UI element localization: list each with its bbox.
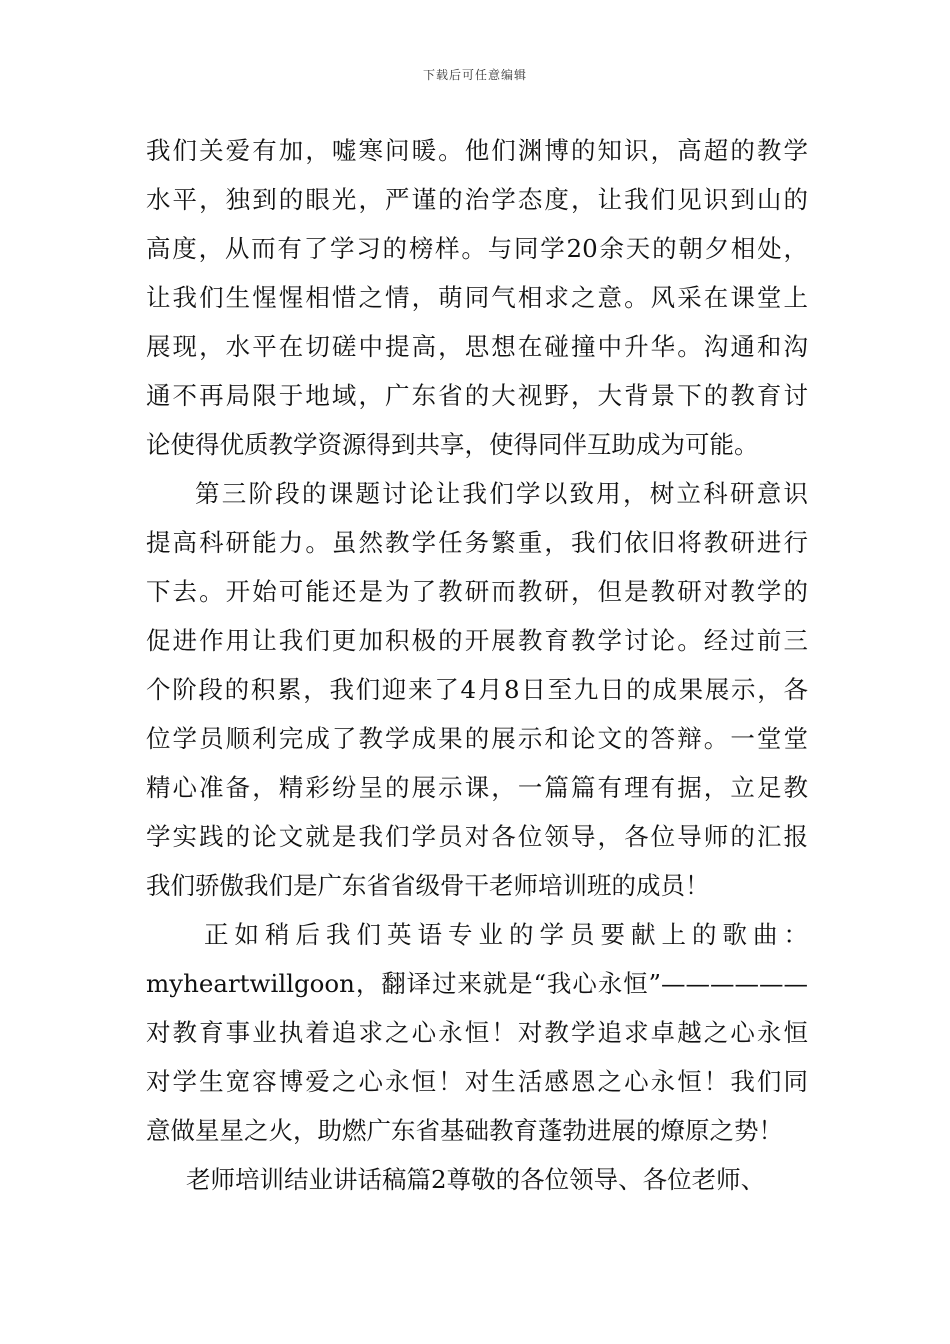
paragraph-4 [146, 1155, 808, 1204]
page-header: 下载后可任意编辑 [422, 68, 527, 82]
text-line: 下去。开始可能还是为了教研而教研，但是教研对教学的 [146, 577, 808, 606]
text-line: 我们骄傲我们是广东省省级骨干老师培训班的成员！ [146, 871, 710, 900]
text-line: 正如稍后我们英语专业的学员要献上的歌曲： [204, 920, 808, 949]
text-line: 高度，从而有了学习的榜样。与同学20余天的朝夕相处， [146, 234, 808, 263]
paragraph-1 [146, 126, 808, 469]
text-line: 通不再局限于地域，广东省的大视野，大背景下的教育讨 [146, 381, 808, 410]
text-line: 精心准备，精彩纷呈的展示课，一篇篇有理有据，立足教 [146, 773, 808, 802]
text-line: 提高科研能力。虽然教学任务繁重，我们依旧将教研进行 [146, 528, 808, 557]
text-line: 我们关爱有加，嘘寒问暖。他们渊博的知识，高超的教学 [146, 136, 808, 165]
text-line: 让我们生惺惺相惜之情，萌同气相求之意。风采在课堂上 [146, 283, 808, 312]
text-line: 论使得优质教学资源得到共享，使得同伴互助成为可能。 [146, 430, 759, 459]
text-line: 学实践的论文就是我们学员对各位领导，各位导师的汇报 [146, 822, 808, 851]
text-line: 第三阶段的课题讨论让我们学以致用，树立科研意识 [195, 479, 808, 508]
text-line: 位学员顺利完成了教学成果的展示和论文的答辩。一堂堂 [146, 724, 808, 753]
text-line: 个阶段的积累，我们迎来了4月8日至九日的成果展示，各 [146, 675, 808, 704]
paragraph-2 [146, 469, 808, 910]
document-body [146, 126, 808, 1204]
text-line: 水平，独到的眼光，严谨的治学态度，让我们见识到山的 [146, 185, 808, 214]
text-line: 对学生宽容博爱之心永恒！对生活感恩之心永恒！我们同 [146, 1067, 808, 1096]
text-line: 对教育事业执着追求之心永恒！对教学追求卓越之心永恒 [146, 1018, 808, 1047]
text-line: 意做星星之火，助燃广东省基础教育蓬勃进展的燎原之势！ [146, 1116, 783, 1145]
paragraph-3 [146, 910, 808, 1155]
text-line: 老师培训结业讲话稿篇2尊敬的各位领导、各位老师、 [186, 1165, 766, 1194]
text-line: myheartwillgoon，翻译过来就是“我心永恒”—————— [146, 969, 808, 998]
text-line: 促进作用让我们更加积极的开展教育教学讨论。经过前三 [146, 626, 808, 655]
text-line: 展现，水平在切磋中提高，思想在碰撞中升华。沟通和沟 [146, 332, 808, 361]
